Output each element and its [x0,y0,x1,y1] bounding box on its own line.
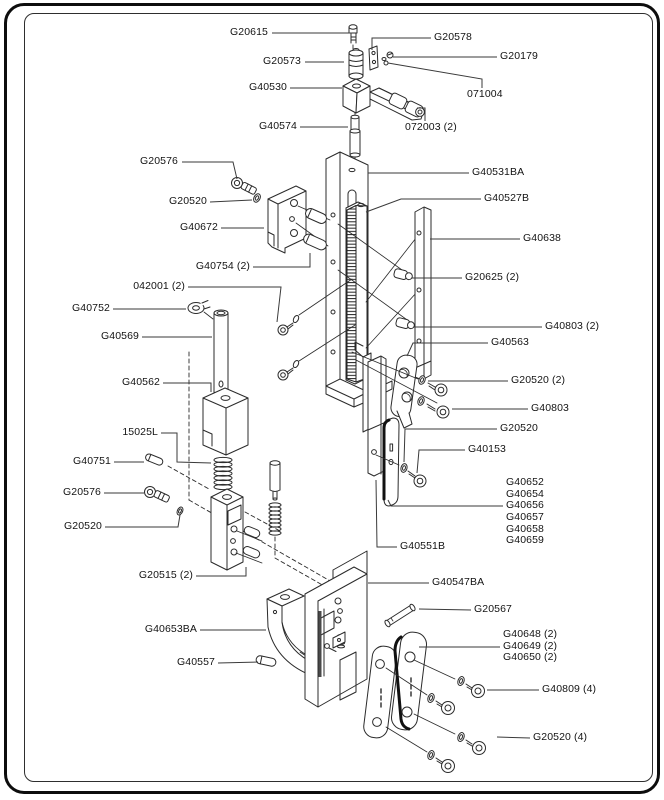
leader-line [196,567,246,576]
part-label: G40752 [72,302,110,314]
part-label: 071004 [467,88,503,100]
part-label: G20520 (2) [511,374,566,386]
part-label: 042001 (2) [133,280,185,292]
part-label: G20567 [474,603,512,615]
part-label: 072003 (2) [405,121,457,133]
leader-line [163,383,211,392]
part-label: G40530 [249,81,287,93]
leader-line [253,253,310,267]
part-label: G40557 [177,656,215,668]
part-label: G40562 [122,376,160,388]
part-label: G40649 (2) [503,640,558,652]
part-label: G40809 (4) [542,683,597,695]
part-label: G20520 (4) [533,731,588,743]
part-label: G40754 (2) [195,260,250,272]
leader-line [497,737,530,738]
leader-line [161,433,211,463]
part-label: G40659 [506,534,544,546]
part-label: G40551B [400,540,446,552]
leader-line [182,162,237,179]
part-label: G40652 [506,476,544,488]
part-label: G20576 [63,486,101,498]
part-label: G40672 [180,221,218,233]
part-label: G20520 [64,520,102,532]
part-label: G20520 [500,422,538,434]
leader-line [417,108,425,121]
part-label: G40638 [523,232,561,244]
leader-line [388,63,482,88]
part-label: G20615 [230,26,268,38]
part-label: G20515 (2) [138,569,193,581]
part-label: G20625 (2) [465,271,520,283]
part-label: G40751 [73,455,111,467]
part-label: G40654 [506,488,544,500]
part-label: G20576 [140,155,178,167]
part-label: G40527B [484,192,530,204]
part-label: G20578 [434,31,472,43]
part-label: G40653BA [144,623,197,635]
part-label: G40648 (2) [503,628,558,640]
leader-line [105,515,180,527]
part-label: G40153 [468,443,506,455]
part-label: G40803 (2) [545,320,600,332]
leader-line [388,500,503,506]
part-label: G40574 [259,120,297,132]
part-label: G40803 [531,402,569,414]
part-label: 15025L [122,426,158,438]
part-label: G20179 [500,50,538,62]
part-label: G40547BA [432,576,485,588]
part-label: G20520 [169,195,207,207]
leader-line [188,287,281,322]
leader-line [210,200,252,202]
leader-line [407,343,488,356]
leader-line [366,199,481,212]
leader-line [218,662,258,663]
part-label: G40656 [506,499,544,511]
leader-line [376,480,397,547]
part-label: G40563 [491,336,529,348]
part-label: G20573 [263,55,301,67]
part-label: G40531BA [472,166,525,178]
part-label: G40657 [506,511,544,523]
leader-line [419,609,471,610]
leader-line [417,450,465,473]
part-label: G40658 [506,523,544,535]
leader-line [372,38,431,50]
part-label: G40650 (2) [503,651,558,663]
part-label: G40569 [101,330,139,342]
